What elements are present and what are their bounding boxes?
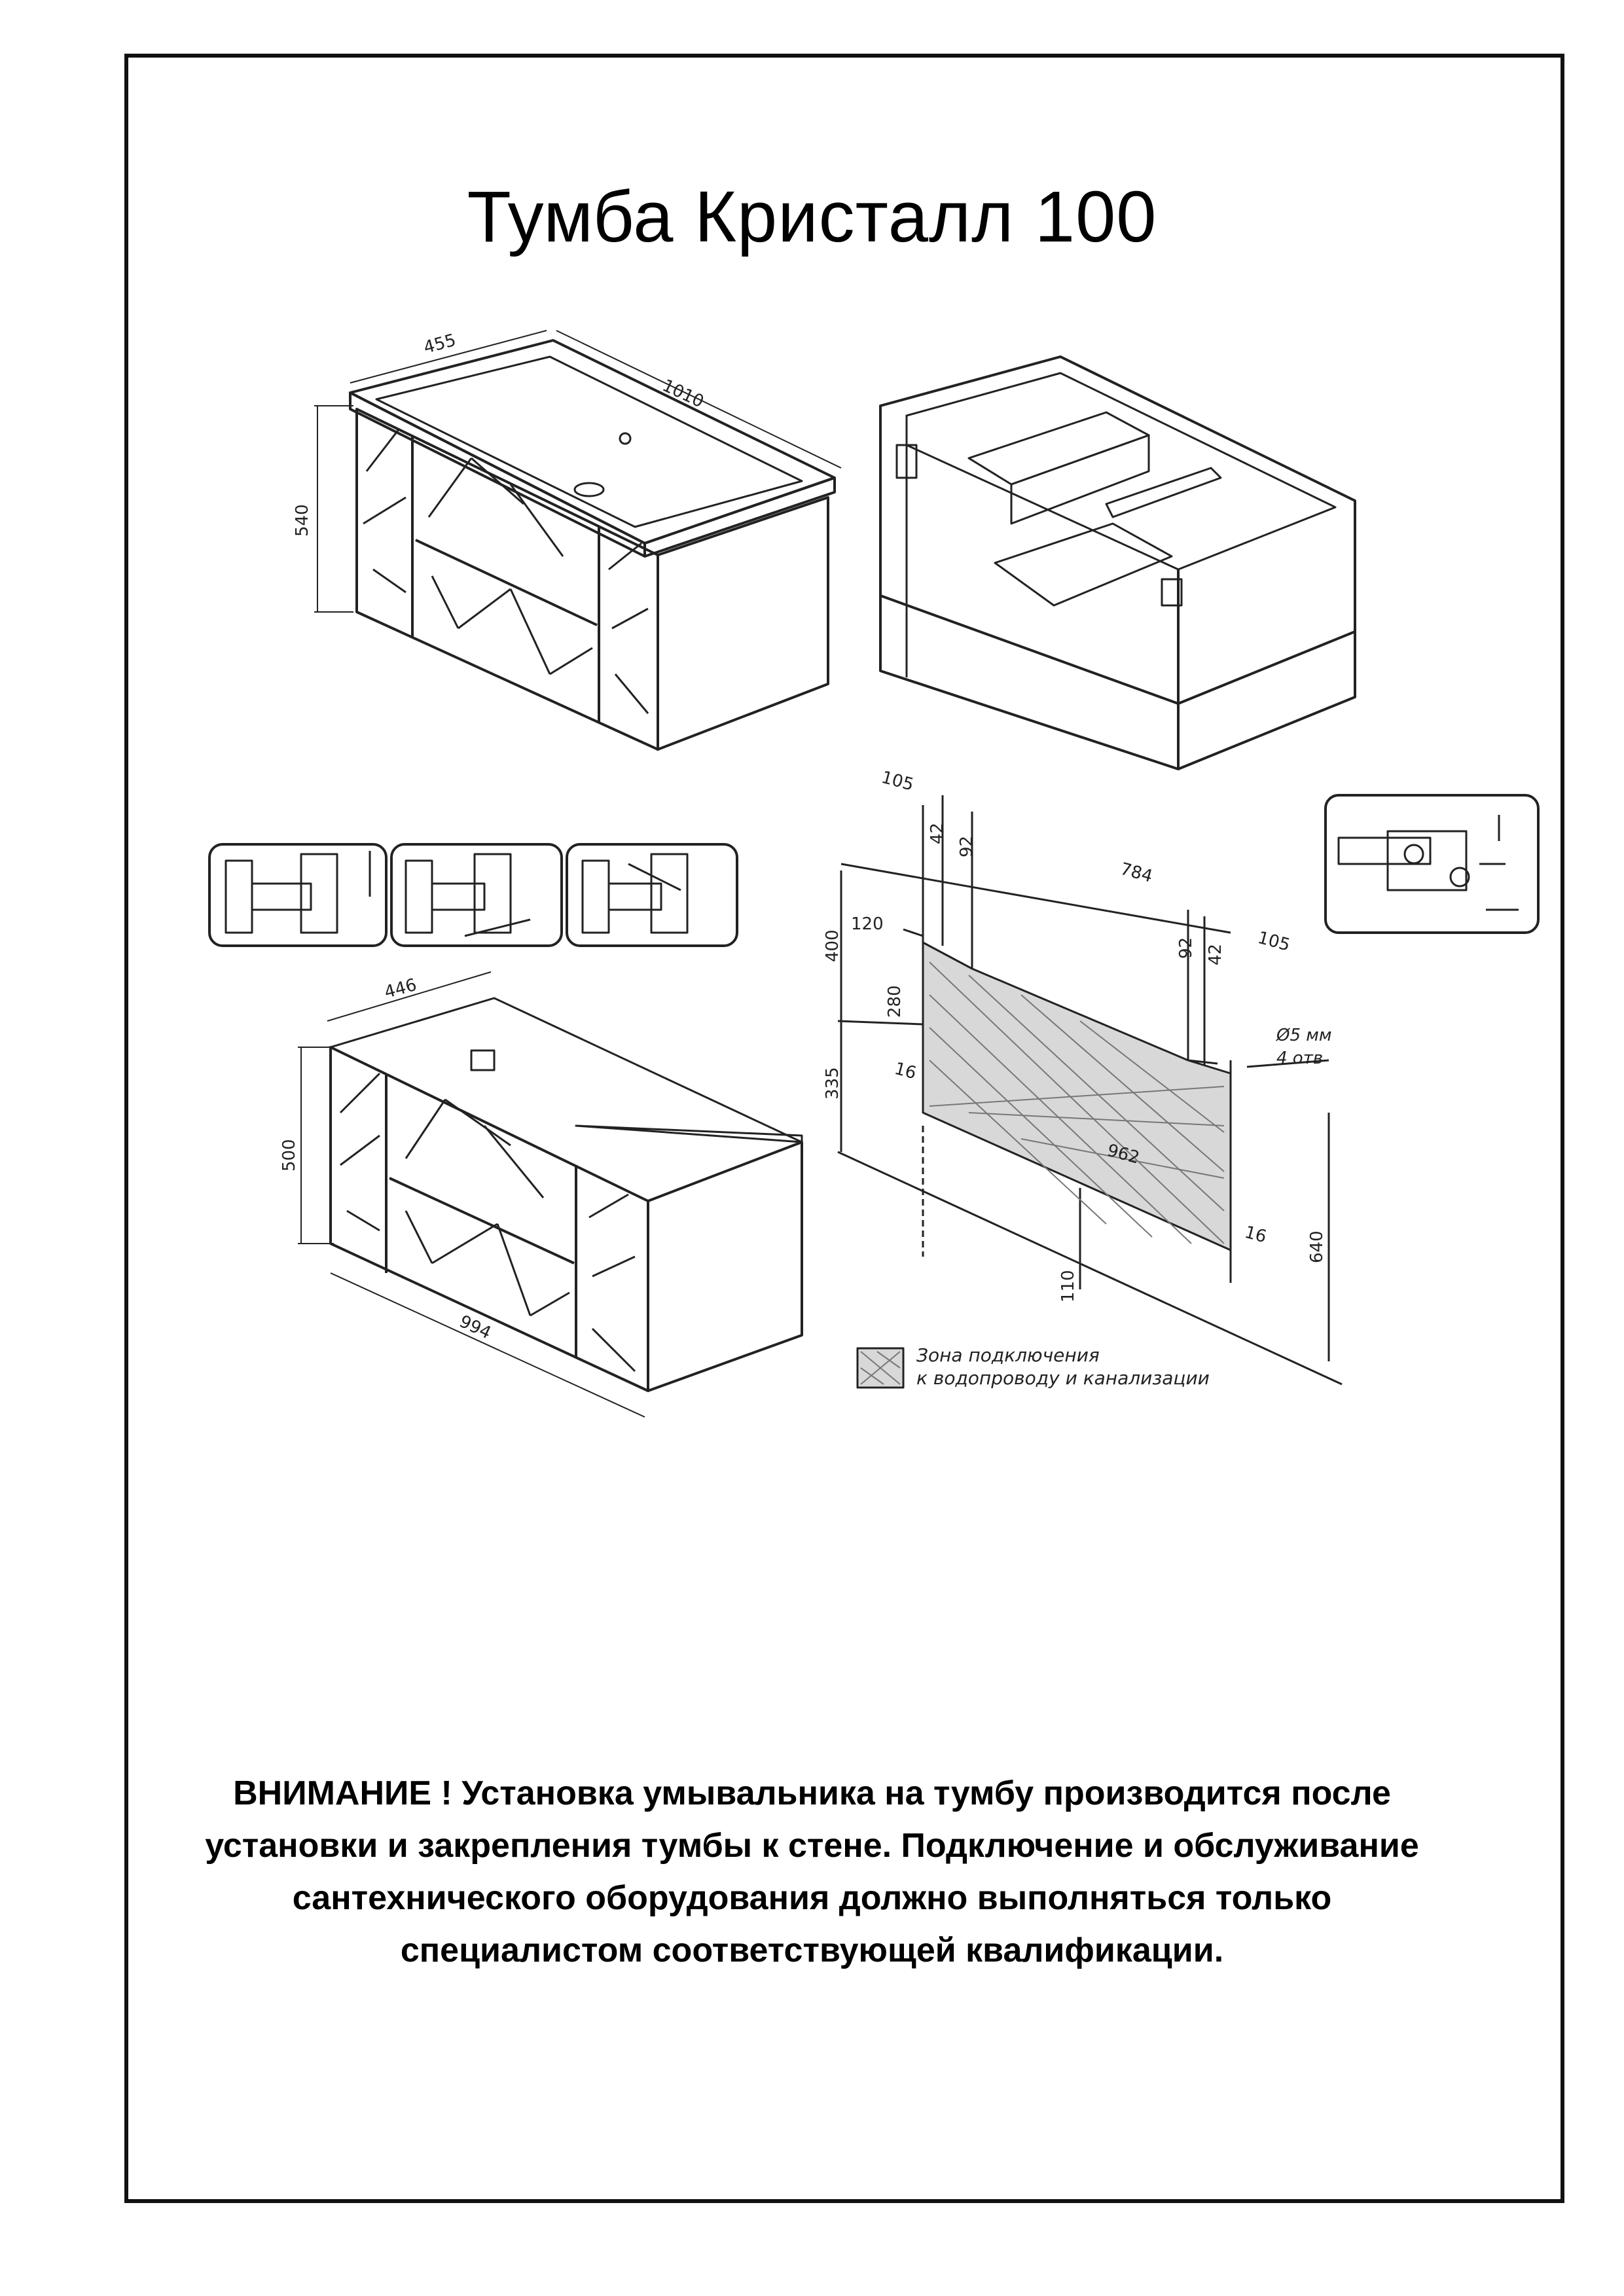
dim-top-width: 1010 [659, 376, 707, 412]
dim-110: 110 [1058, 1270, 1078, 1302]
dim-400: 400 [823, 929, 842, 962]
dim-280: 280 [885, 985, 905, 1018]
hole-diameter-label: Ø5 мм [1276, 1026, 1332, 1045]
dim-120: 120 [851, 914, 884, 934]
dim-mount-92-right: 92 [1176, 937, 1196, 959]
drawer-adjustment-icon [1326, 795, 1538, 933]
legend-line-2: к водопроводу и канализации [916, 1367, 1210, 1389]
cabinet-with-basin-view [314, 331, 841, 749]
dim-16-left: 16 [892, 1058, 918, 1084]
hinge-adjustment-icons [209, 844, 737, 946]
page-title: Тумба Кристалл 100 [467, 177, 1157, 257]
notice-line-1: ВНИМАНИЕ ! Установка умывальника на тумбу производится после [233, 1774, 1391, 1812]
dim-top-depth: 455 [422, 330, 458, 358]
dim-body-depth: 446 [382, 975, 419, 1003]
notice-line-4: специалистом соответствующей квалификации. [400, 1931, 1224, 1969]
dim-962: 962 [1105, 1140, 1142, 1168]
dim-mount-span: 784 [1118, 859, 1155, 887]
dim-mount-offset-left: 105 [879, 767, 916, 795]
dim-mount-42-left: 42 [928, 822, 947, 844]
dim-16-right: 16 [1242, 1222, 1269, 1247]
dim-top-height: 540 [293, 504, 312, 537]
dim-body-width: 994 [456, 1312, 494, 1344]
notice-line-2: установки и закрепления тумбы к стене. Подключение и обслуживание [205, 1827, 1419, 1865]
dim-335: 335 [823, 1067, 842, 1100]
notice-line-3: сантехнического оборудования должно выполняться только [292, 1879, 1332, 1917]
legend-line-1: Зона подключения [916, 1344, 1100, 1366]
dim-mount-42-right: 42 [1206, 943, 1225, 965]
warning-notice [131, 1767, 1493, 1977]
dim-640: 640 [1307, 1230, 1327, 1263]
dim-body-height: 500 [280, 1139, 299, 1172]
dim-mount-offset-right: 105 [1255, 927, 1292, 956]
cabinet-body-view [298, 972, 802, 1417]
cabinet-interior-view [880, 357, 1355, 769]
mounting-scheme [838, 795, 1342, 1384]
hole-count-label: 4 отв [1276, 1049, 1324, 1068]
dim-mount-92-left: 92 [957, 835, 977, 857]
